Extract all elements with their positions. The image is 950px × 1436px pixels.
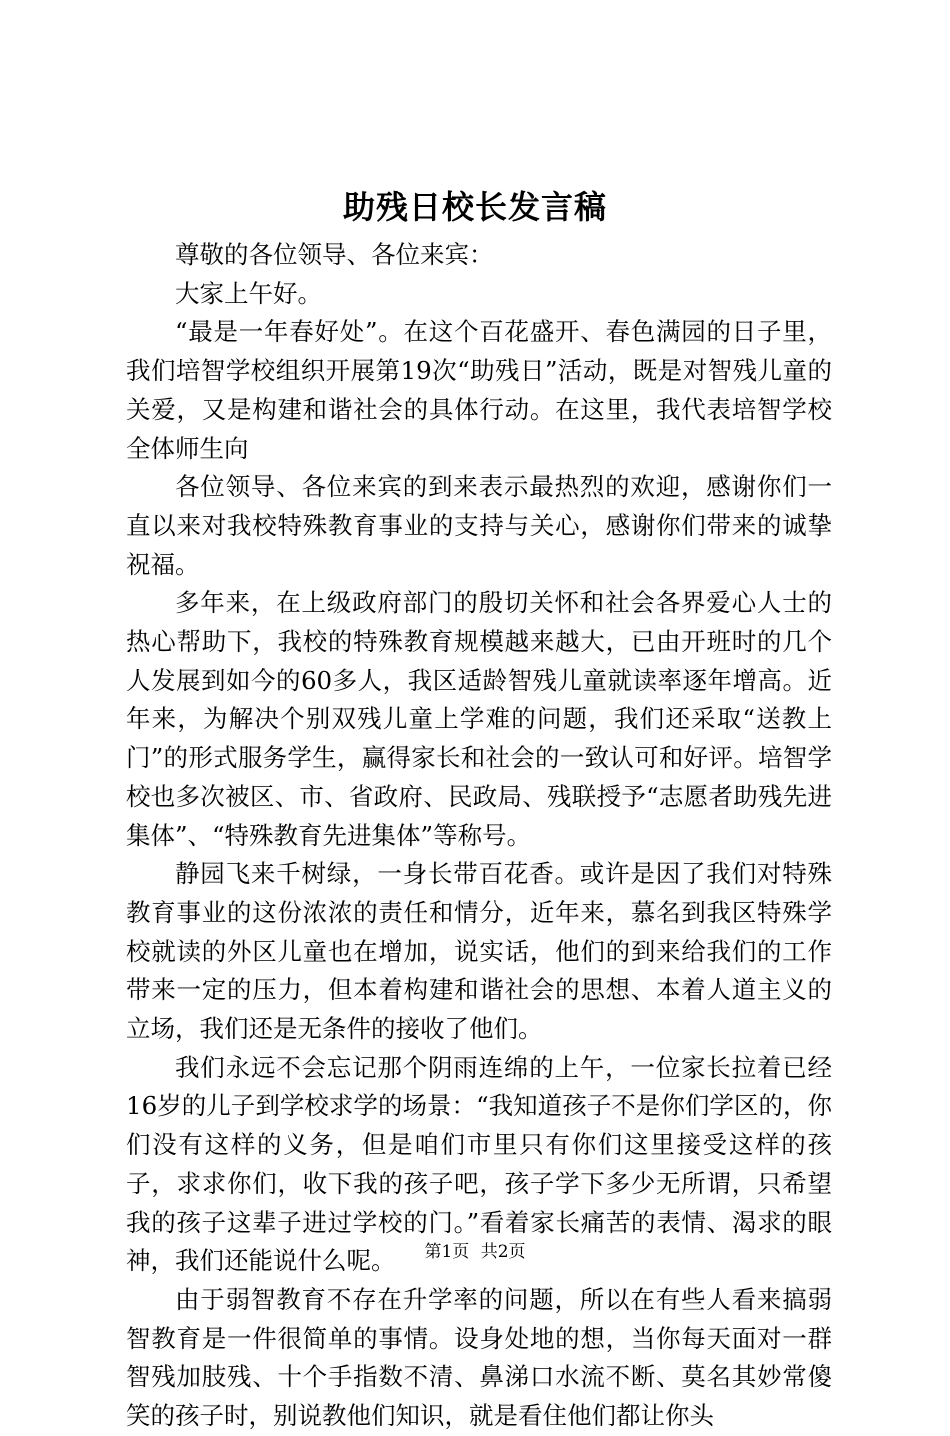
body-paragraph: “最是一年春好处”。在这个百花盛开、春色满园的日子里，我们培智学校组织开展第19次“助残日”活动，既是对智残儿童的关爱，又是构建和谐社会的具体行动。在这里，我代表培智学校全体师生向: [126, 317, 832, 463]
greeting-paragraph: 大家上午好。: [175, 278, 322, 308]
document-title: 助残日校长发言稿: [342, 188, 607, 226]
body-paragraph: 静园飞来千树绿，一身长带百花香。或许是因了我们对特殊教育事业的这份浓浓的责任和情分，近年来，慕名到我区特殊学校就读的外区儿童也在增加，说实话，他们的到来给我们的工作带来一定的压力，但本着构建和谐社会的思想、本着人道主义的立场，我们还是无条件的接收了他们。: [126, 859, 832, 1044]
body-paragraph: 由于弱智教育不存在升学率的问题，所以在有些人看来搞弱智教育是一件很简单的事情。设身处地的想，当你每天面对一群智残加肢残、十个手指数不清、鼻涕口水流不断、莫名其妙常傻笑的孩子时，别说教他们知识，就是看住他们都让你头: [126, 1284, 832, 1431]
body-paragraph: 我们永远不会忘记那个阴雨连绵的上午，一位家长拉着已经16岁的儿子到学校求学的场景：“我知道孩子不是你们学区的，你们没有这样的义务，但是咱们市里只有你们这里接受这样的孩子，求求你们，收下我的孩子吧，孩子学下多少无所谓，只希望我的孩子这辈子进过学校的门。”看着家长痛苦的表情、渴求的眼神，我们还能说什么呢。: [126, 1052, 832, 1276]
body-paragraph: 多年来，在上级政府部门的殷切关怀和社会各界爱心人士的热心帮助下，我校的特殊教育规模越来越大，已由开班时的几个人发展到如今的60多人，我区适龄智残儿童就读率逐年增高。近年来，为解决个别双残儿童上学难的问题，我们还采取“送教上门”的形式服务学生，赢得家长和社会的一致认可和好评。培智学校也多次被区、市、省政府、民政局、残联授予“志愿者助残先进集体”、“特殊教育先进集体”等称号。: [126, 588, 832, 850]
page-number-footer: 第1页 共2页: [424, 1242, 526, 1262]
body-paragraph: 各位领导、各位来宾的到来表示最热烈的欢迎，感谢你们一直以来对我校特殊教育事业的支持与关心，感谢你们带来的诚挚祝福。: [126, 472, 832, 579]
salutation-paragraph: 尊敬的各位领导、各位来宾：: [175, 240, 494, 269]
